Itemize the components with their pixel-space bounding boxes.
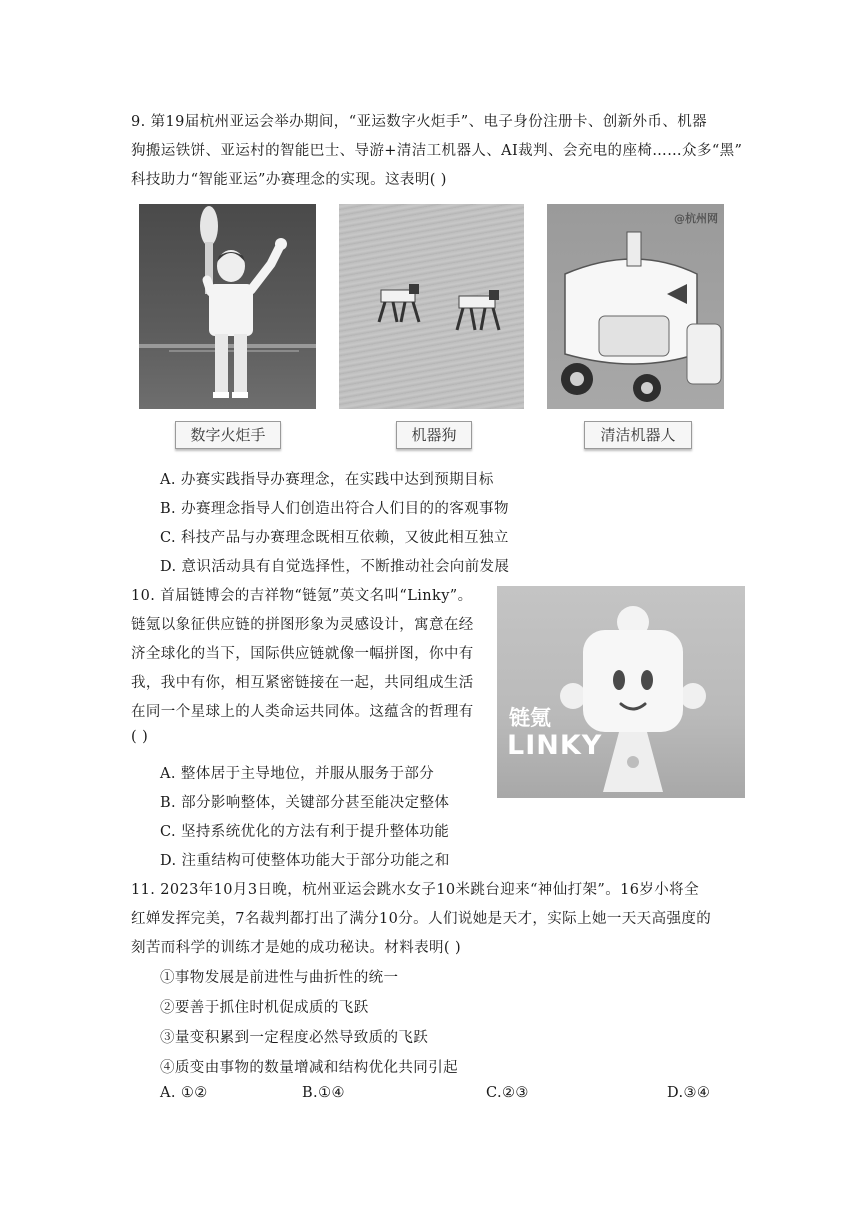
q10-stem-line-5: 在同一个星球上的人类命运共同体。这蕴含的哲理有 bbox=[131, 704, 474, 720]
q11-choice-b: B.①④ bbox=[302, 1085, 345, 1101]
q11-stem-line-3: 刻苦而科学的训练才是她的成功秘诀。材料表明( ) bbox=[131, 940, 462, 956]
q9-option-a: A. 办赛实践指导办赛理念，在实践中达到预期目标 bbox=[160, 472, 494, 488]
linky-en-name: LINKY bbox=[507, 730, 603, 761]
q11-stem-line-2: 红婵发挥完美，7名裁判都打出了满分10分。人们说她是天才，实际上她一天天高强度的 bbox=[131, 911, 712, 927]
q9-option-c: C. 科技产品与办赛理念既相互依赖，又彼此相互独立 bbox=[160, 530, 509, 546]
q10-stem-line-6: ( ) bbox=[131, 729, 149, 745]
linky-cn-name: 链氪 bbox=[509, 706, 551, 730]
q9-stem-line-1: 9. 第19届杭州亚运会举办期间，“亚运数字火炬手”、电子身份注册卡、创新外币、机器 bbox=[131, 114, 708, 130]
linky-mascot-illustration bbox=[497, 586, 745, 798]
q9-stem-line-2: 狗搬运铁饼、亚运村的智能巴士、导游+清洁工机器人、AI裁判、会充电的座椅……众多“黑” bbox=[131, 143, 743, 159]
torchbearer-illustration bbox=[139, 204, 316, 409]
linky-mascot-photo bbox=[497, 586, 745, 798]
q11-statement-2: ②要善于抓住时机促成质的飞跃 bbox=[160, 1000, 369, 1016]
q10-stem-line-3: 济全球化的当下，国际供应链就像一幅拼图，你中有 bbox=[131, 646, 474, 662]
caption-cleaning-robot: 清洁机器人 bbox=[584, 421, 692, 449]
caption-robot-dog: 机器狗 bbox=[396, 421, 472, 449]
q10-option-a: A. 整体居于主导地位，并服从服务于部分 bbox=[160, 766, 435, 782]
cleaning-robot-illustration bbox=[547, 204, 724, 409]
q11-statement-3: ③量变积累到一定程度必然导致质的飞跃 bbox=[160, 1030, 429, 1046]
q9-option-b: B. 办赛理念指导人们创造出符合人们目的的客观事物 bbox=[160, 501, 509, 517]
q11-statement-1: ①事物发展是前进性与曲折性的统一 bbox=[160, 970, 399, 986]
q11-stem-line-1: 11. 2023年10月3日晚，杭州亚运会跳水女子10米跳台迎来“神仙打架”。16岁小将全 bbox=[131, 882, 699, 898]
robot-dog-illustration bbox=[339, 204, 524, 409]
q10-stem-line-4: 我，我中有你，相互紧密链接在一起，共同组成生活 bbox=[131, 675, 474, 691]
digital-torchbearer-photo bbox=[139, 204, 316, 409]
q9-stem-line-3: 科技助力“智能亚运”办赛理念的实现。这表明( ) bbox=[131, 172, 447, 188]
q11-choice-d: D.③④ bbox=[667, 1085, 711, 1101]
q10-option-d: D. 注重结构可使整体功能大于部分功能之和 bbox=[160, 853, 450, 869]
q10-option-c: C. 坚持系统优化的方法有利于提升整体功能 bbox=[160, 824, 450, 840]
cleaning-robot-photo bbox=[547, 204, 724, 409]
q11-choice-a: A. ①② bbox=[160, 1085, 208, 1101]
q11-choice-c: C.②③ bbox=[486, 1085, 529, 1101]
q9-option-d: D. 意识活动具有自觉选择性，不断推动社会向前发展 bbox=[160, 559, 510, 575]
q11-statement-4: ④质变由事物的数量增减和结构优化共同引起 bbox=[160, 1060, 458, 1076]
caption-digital-torchbearer: 数字火炬手 bbox=[175, 421, 281, 449]
q10-option-b: B. 部分影响整体，关键部分甚至能决定整体 bbox=[160, 795, 450, 811]
robot-dog-photo bbox=[339, 204, 524, 409]
hangzhou-net-watermark: @杭州网 bbox=[674, 212, 718, 225]
q10-stem-line-1: 10. 首届链博会的吉祥物“链氪”英文名叫“Linky”。 bbox=[131, 588, 473, 604]
q10-stem-line-2: 链氪以象征供应链的拼图形象为灵感设计，寓意在经 bbox=[131, 617, 474, 633]
